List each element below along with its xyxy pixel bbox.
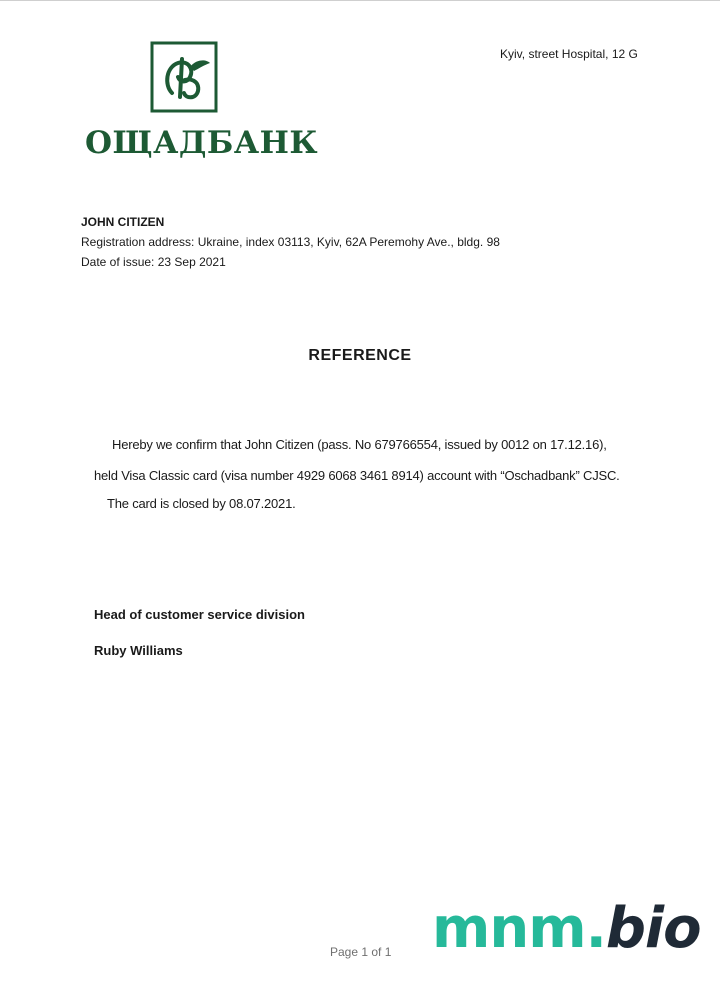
watermark-part-2: bio <box>605 896 701 961</box>
body-line-1: Hereby we confirm that John Citizen (pass. No 679766554, issued by 0012 on 17.12.16), <box>112 437 607 452</box>
body-line-3: The card is closed by 08.07.2021. <box>107 496 296 511</box>
document-title: REFERENCE <box>308 347 412 364</box>
watermark-part-1: mnm. <box>432 896 606 961</box>
body-line-2: held Visa Classic card (visa number 4929 6068 3461 8914) account with “Oschadbank” CJSC. <box>94 468 620 483</box>
registration-address: Registration address: Ukraine, index 03113, Kyiv, 62A Peremohy Ave., bldg. 98 <box>81 235 500 249</box>
page-number: Page 1 of 1 <box>330 945 392 959</box>
watermark-logo <box>432 896 701 961</box>
oschadbank-logo-icon <box>150 41 218 113</box>
recipient-block <box>81 212 500 272</box>
bank-address: Kyiv, street Hospital, 12 G <box>500 47 638 61</box>
recipient-name: JOHN CITIZEN <box>81 215 165 229</box>
bank-name: ОЩАДБАНК <box>85 125 319 161</box>
date-of-issue: Date of issue: 23 Sep 2021 <box>81 255 226 269</box>
signatory-name: Ruby Williams <box>94 643 183 658</box>
signatory-role: Head of customer service division <box>94 607 305 622</box>
